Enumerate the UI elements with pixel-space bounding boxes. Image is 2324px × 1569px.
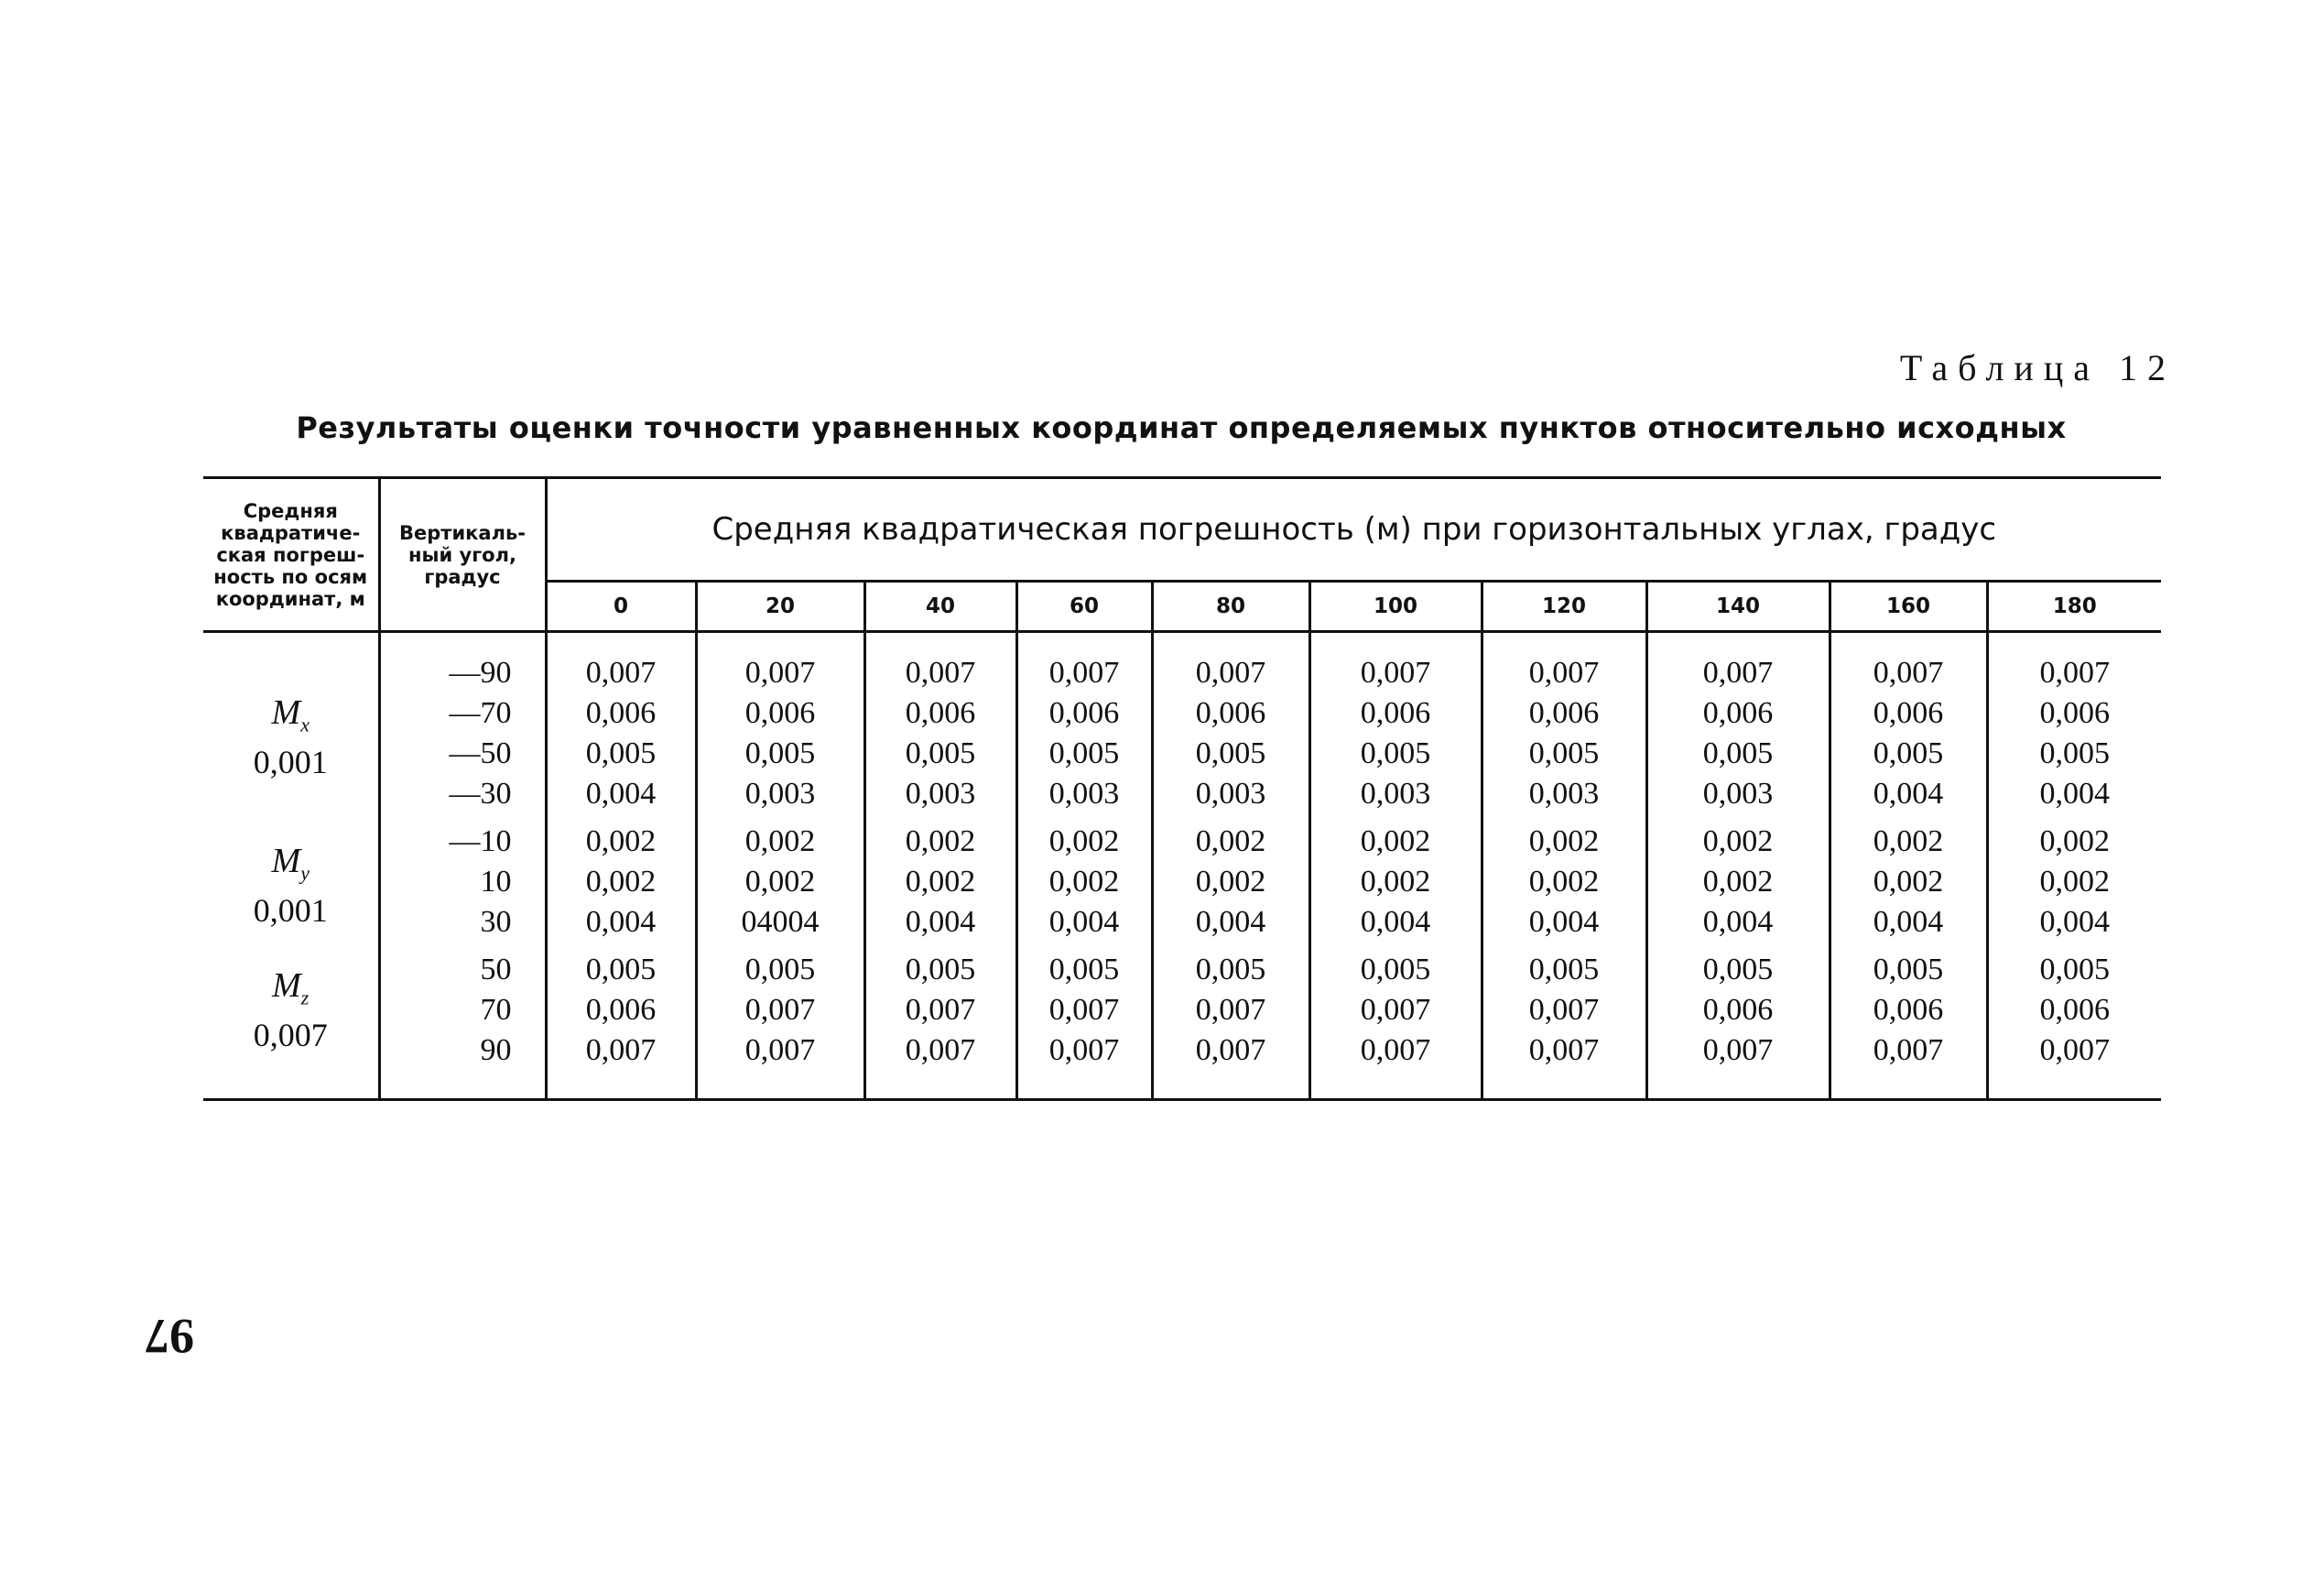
table-row xyxy=(203,902,2161,942)
value-cell: 0,007 xyxy=(1830,1030,1987,1071)
header-vertical-angle: Вертикаль-ный угол, градус xyxy=(379,478,546,632)
vertical-angle-cell: —50 xyxy=(379,734,546,774)
value-cell: 0,003 xyxy=(1482,774,1646,814)
table-label: Таблица 12 xyxy=(1899,347,2176,388)
value-cell: 0,002 xyxy=(1482,862,1646,902)
table-row xyxy=(203,862,2161,902)
value-cell: 0,003 xyxy=(1646,774,1830,814)
value-cell: 0,007 xyxy=(546,1030,696,1071)
value-cell: 0,007 xyxy=(1646,653,1830,693)
vertical-angle-cell: —30 xyxy=(379,774,546,814)
value-cell: 0,002 xyxy=(1646,862,1830,902)
value-cell: 0,005 xyxy=(696,950,864,990)
value-cell: 0,006 xyxy=(696,693,864,734)
value-cell: 0,004 xyxy=(1016,902,1152,942)
value-cell: 0,005 xyxy=(1016,950,1152,990)
value-cell: 0,002 xyxy=(864,862,1016,902)
value-cell: 0,005 xyxy=(546,950,696,990)
value-cell: 0,007 xyxy=(1482,1030,1646,1071)
value-cell: 0,004 xyxy=(1987,774,2161,814)
value-cell: 0,004 xyxy=(1152,902,1309,942)
value-cell: 0,006 xyxy=(1646,693,1830,734)
value-cell: 0,005 xyxy=(1646,734,1830,774)
value-cell: 0,002 xyxy=(1830,862,1987,902)
value-cell: 0,003 xyxy=(1152,774,1309,814)
group-gap xyxy=(203,942,2161,950)
value-cell: 0,005 xyxy=(1482,950,1646,990)
value-cell: 0,006 xyxy=(1152,693,1309,734)
table-row xyxy=(203,822,2161,862)
value-cell: 0,005 xyxy=(1987,950,2161,990)
value-cell: 0,006 xyxy=(1646,990,1830,1030)
header-angle: 60 xyxy=(1016,582,1152,632)
value-cell: 0,002 xyxy=(546,822,696,862)
axis-label xyxy=(203,950,379,1071)
results-table xyxy=(203,476,2161,1101)
axis-symbol: $M_z$ xyxy=(272,966,310,1009)
value-cell: 0,003 xyxy=(864,774,1016,814)
vertical-angle-cell: —70 xyxy=(379,693,546,734)
value-cell: 0,007 xyxy=(1309,990,1482,1030)
header-angle: 180 xyxy=(1987,582,2161,632)
value-cell: 0,007 xyxy=(1016,653,1152,693)
value-cell: 0,006 xyxy=(1482,693,1646,734)
value-cell: 0,002 xyxy=(1987,822,2161,862)
axis-label xyxy=(203,653,379,822)
value-cell: 0,004 xyxy=(1987,902,2161,942)
value-cell: 0,007 xyxy=(696,1030,864,1071)
value-cell: 0,006 xyxy=(1830,693,1987,734)
table-row xyxy=(203,734,2161,774)
value-cell: 0,002 xyxy=(864,822,1016,862)
value-cell: 0,004 xyxy=(546,902,696,942)
value-cell: 0,002 xyxy=(1152,822,1309,862)
value-cell: 0,002 xyxy=(1987,862,2161,902)
value-cell: 0,004 xyxy=(546,774,696,814)
table-row xyxy=(203,693,2161,734)
header-angle: 140 xyxy=(1646,582,1830,632)
value-cell: 0,002 xyxy=(1152,862,1309,902)
value-cell: 0,003 xyxy=(1016,774,1152,814)
value-cell: 0,002 xyxy=(1646,822,1830,862)
vertical-angle-cell: 70 xyxy=(379,990,546,1030)
value-cell: 0,005 xyxy=(696,734,864,774)
header-angle: 40 xyxy=(864,582,1016,632)
header-angle: 100 xyxy=(1309,582,1482,632)
value-cell: 0,005 xyxy=(1152,734,1309,774)
value-cell: 0,005 xyxy=(1830,950,1987,990)
value-cell: 0,002 xyxy=(1016,822,1152,862)
value-cell: 0,003 xyxy=(1309,774,1482,814)
value-cell: 0,004 xyxy=(864,902,1016,942)
value-cell: 0,006 xyxy=(1016,693,1152,734)
axis-value: 0,001 xyxy=(253,891,328,929)
value-cell: 0,002 xyxy=(1309,862,1482,902)
value-cell: 0,007 xyxy=(1482,653,1646,693)
value-cell: 0,006 xyxy=(1309,693,1482,734)
value-cell: 0,002 xyxy=(1830,822,1987,862)
value-cell: 0,002 xyxy=(546,862,696,902)
value-cell: 0,005 xyxy=(1016,734,1152,774)
value-cell: 0,004 xyxy=(1646,902,1830,942)
value-cell: 0,007 xyxy=(696,653,864,693)
value-cell: 0,005 xyxy=(1309,950,1482,990)
header-angle: 0 xyxy=(546,582,696,632)
value-cell: 0,003 xyxy=(696,774,864,814)
value-cell: 0,006 xyxy=(546,990,696,1030)
value-cell: 0,007 xyxy=(1152,1030,1309,1071)
axis-value: 0,007 xyxy=(253,1016,328,1053)
value-cell: 0,005 xyxy=(864,734,1016,774)
value-cell: 04004 xyxy=(696,902,864,942)
header-angle: 80 xyxy=(1152,582,1309,632)
vertical-angle-cell: 90 xyxy=(379,1030,546,1071)
table-row xyxy=(203,653,2161,693)
value-cell: 0,006 xyxy=(1987,990,2161,1030)
value-cell: 0,007 xyxy=(1646,1030,1830,1071)
spacer-row xyxy=(203,632,2161,654)
value-cell: 0,007 xyxy=(1016,1030,1152,1071)
value-cell: 0,002 xyxy=(696,822,864,862)
value-cell: 0,007 xyxy=(1482,990,1646,1030)
value-cell: 0,007 xyxy=(864,653,1016,693)
value-cell: 0,007 xyxy=(1152,990,1309,1030)
value-cell: 0,002 xyxy=(1482,822,1646,862)
value-cell: 0,005 xyxy=(864,950,1016,990)
value-cell: 0,005 xyxy=(546,734,696,774)
value-cell: 0,004 xyxy=(1482,902,1646,942)
table-row xyxy=(203,990,2161,1030)
value-cell: 0,006 xyxy=(864,693,1016,734)
table-row xyxy=(203,774,2161,814)
vertical-angle-cell: 10 xyxy=(379,862,546,902)
table-row xyxy=(203,1030,2161,1071)
axis-symbol: $M_x$ xyxy=(271,693,310,736)
group-gap xyxy=(203,814,2161,822)
value-cell: 0,004 xyxy=(1309,902,1482,942)
value-cell: 0,006 xyxy=(546,693,696,734)
value-cell: 0,007 xyxy=(696,990,864,1030)
value-cell: 0,005 xyxy=(1987,734,2161,774)
value-cell: 0,007 xyxy=(1152,653,1309,693)
vertical-angle-cell: —10 xyxy=(379,822,546,862)
value-cell: 0,007 xyxy=(1830,653,1987,693)
table-row xyxy=(203,950,2161,990)
value-cell: 0,005 xyxy=(1309,734,1482,774)
vertical-angle-cell: 50 xyxy=(379,950,546,990)
value-cell: 0,007 xyxy=(1309,653,1482,693)
value-cell: 0,006 xyxy=(1987,693,2161,734)
value-cell: 0,005 xyxy=(1152,950,1309,990)
bottom-rule xyxy=(203,1071,2161,1100)
header-horizontal-span: Средняя квадратическая погрешность (м) при горизонтальных углах, градус xyxy=(546,478,2161,582)
value-cell: 0,004 xyxy=(1830,774,1987,814)
value-cell: 0,007 xyxy=(1987,653,2161,693)
axis-label xyxy=(203,822,379,950)
value-cell: 0,002 xyxy=(696,862,864,902)
value-cell: 0,007 xyxy=(1987,1030,2161,1071)
value-cell: 0,005 xyxy=(1482,734,1646,774)
value-cell: 0,007 xyxy=(1016,990,1152,1030)
axis-symbol: $M_y$ xyxy=(271,842,310,885)
vertical-angle-cell: —90 xyxy=(379,653,546,693)
header-angle: 160 xyxy=(1830,582,1987,632)
header-axis-error: Средняя квадратиче-ская погреш-ность по осям координат, м xyxy=(203,478,379,632)
page-number: 97 xyxy=(145,1309,194,1364)
axis-value: 0,001 xyxy=(253,743,328,780)
vertical-angle-cell: 30 xyxy=(379,902,546,942)
value-cell: 0,007 xyxy=(864,990,1016,1030)
table-caption: Результаты оценки точности уравненных координат определяемых пунктов относительно исходных xyxy=(296,410,2067,445)
value-cell: 0,002 xyxy=(1016,862,1152,902)
value-cell: 0,005 xyxy=(1646,950,1830,990)
header-row-top xyxy=(203,478,2161,582)
header-angle: 120 xyxy=(1482,582,1646,632)
value-cell: 0,005 xyxy=(1830,734,1987,774)
header-angle: 20 xyxy=(696,582,864,632)
value-cell: 0,007 xyxy=(1309,1030,1482,1071)
value-cell: 0,007 xyxy=(546,653,696,693)
value-cell: 0,004 xyxy=(1830,902,1987,942)
value-cell: 0,007 xyxy=(864,1030,1016,1071)
value-cell: 0,006 xyxy=(1830,990,1987,1030)
value-cell: 0,002 xyxy=(1309,822,1482,862)
